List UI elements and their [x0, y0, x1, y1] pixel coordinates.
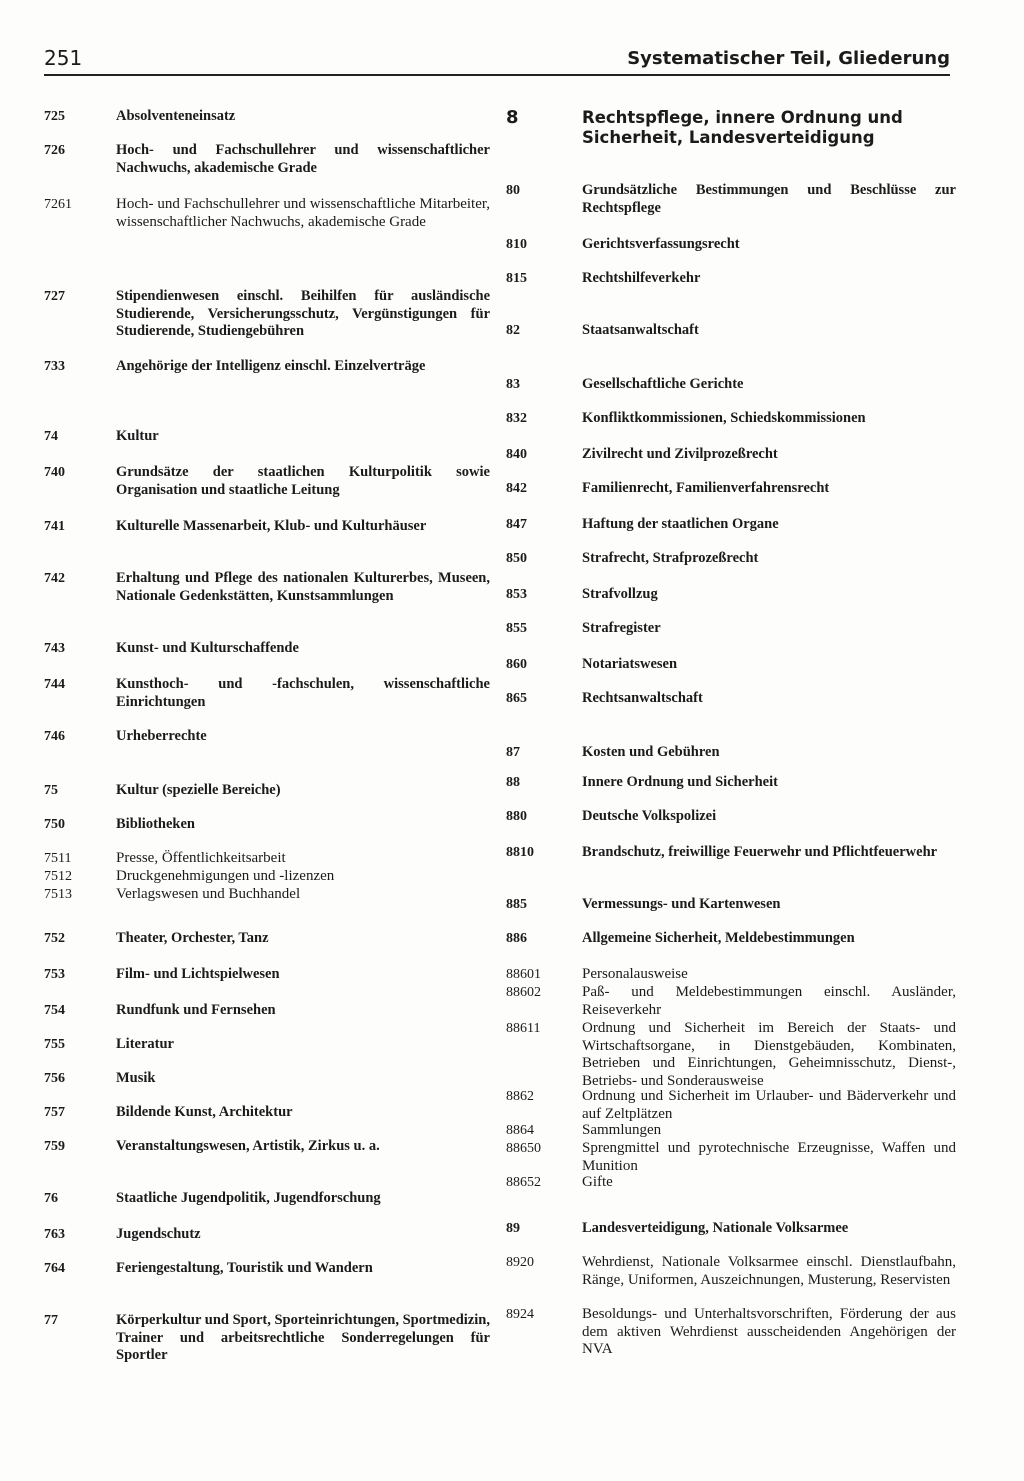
entry-code: 865: [506, 691, 527, 706]
entry-label: Veranstaltungswesen, Artistik, Zirkus u. a.: [116, 1138, 380, 1154]
entry-code: 815: [506, 271, 527, 286]
entry-code: 810: [506, 237, 527, 252]
entry-label: Staatliche Jugendpolitik, Jugendforschung: [116, 1190, 381, 1206]
entry-code: 746: [44, 729, 65, 744]
entry-label: Ordnung und Sicherheit im Urlauber- und Bäderverkehr und auf Zeltplätzen: [582, 1088, 956, 1122]
entry-label: Kultur (spezielle Bereiche): [116, 782, 281, 798]
entry-label: Grundsätzliche Bestimmungen und Beschlüsse zur Rechtspflege: [582, 182, 956, 216]
entry-code: 855: [506, 621, 527, 636]
entry-label: Konfliktkommissionen, Schiedskommissionen: [582, 410, 866, 426]
entry-code: 8: [506, 107, 519, 128]
entry-label: Notariatswesen: [582, 656, 678, 672]
entry-label: Musik: [116, 1070, 156, 1086]
page-title: Systematischer Teil, Gliederung: [627, 48, 950, 69]
entry-code: 75: [44, 783, 58, 798]
entry-code: 853: [506, 587, 527, 602]
entry-label: Hoch- und Fachschullehrer und wissenschaftliche Mitarbeiter, wissenschaftlicher Nachwuchs, akademische Grade: [116, 196, 490, 230]
entry-code: 750: [44, 817, 65, 832]
entry-label: Vermessungs- und Kartenwesen: [582, 896, 781, 912]
entry-code: 743: [44, 641, 65, 656]
entry-code: 753: [44, 967, 65, 982]
entry-code: 88601: [506, 967, 541, 982]
left-column: [44, 100, 490, 1460]
entry-code: 77: [44, 1313, 58, 1328]
entry-label: Stipendienwesen einschl. Beihilfen für ausländische Studierende, Versicherungsschutz, Vergünstigungen für Studierende, Studiengebühren: [116, 288, 490, 339]
page-header: [0, 0, 1024, 80]
entry-code: 733: [44, 359, 65, 374]
entry-label: Strafrecht, Strafprozeßrecht: [582, 550, 759, 566]
entry-label: Kultur: [116, 428, 159, 444]
page-number: 251: [44, 46, 83, 70]
entry-label: Ordnung und Sicherheit im Bereich der Staats- und Wirtschaftsorgane, in Dienstgebäuden, Kombinaten, Betrieben und Einrichtungen, Geheimnisschutz, Dienst-, Betriebs- und Sonderausweise: [582, 1020, 956, 1089]
entry-label: Körperkultur und Sport, Sporteinrichtungen, Sportmedizin, Trainer und arbeitsrechtliche Sonderregelungen für Sportler: [116, 1312, 490, 1363]
entry-label: Allgemeine Sicherheit, Meldebestimmungen: [582, 930, 855, 946]
entry-label: Haftung der staatlichen Organe: [582, 516, 779, 532]
entry-code: 850: [506, 551, 527, 566]
entry-label: Zivilrecht und Zivilprozeßrecht: [582, 446, 778, 462]
entry-code: 7512: [44, 869, 72, 884]
entry-code: 763: [44, 1227, 65, 1242]
entry-code: 8864: [506, 1123, 534, 1138]
entry-code: 8810: [506, 845, 534, 860]
entry-label: Rechtsanwaltschaft: [582, 690, 703, 706]
entry-label: Angehörige der Intelligenz einschl. Einzelverträge: [116, 358, 426, 374]
entry-label: Paß- und Meldebestimmungen einschl. Ausländer, Reiseverkehr: [582, 984, 956, 1018]
header-divider: [44, 74, 950, 76]
entry-code: 88602: [506, 985, 541, 1000]
entry-code: 727: [44, 289, 65, 304]
entry-code: 88652: [506, 1175, 541, 1190]
entry-code: 860: [506, 657, 527, 672]
entry-code: 87: [506, 745, 520, 760]
entry-code: 764: [44, 1261, 65, 1276]
entry-label: Bildende Kunst, Architektur: [116, 1104, 293, 1120]
entry-label: Landesverteidigung, Nationale Volksarmee: [582, 1220, 849, 1236]
entry-code: 886: [506, 931, 527, 946]
entry-label: Rechtshilfeverkehr: [582, 270, 701, 286]
entry-label: Rechtspflege, innere Ordnung und Sicherheit, Landesverteidigung: [582, 108, 903, 147]
entry-label: Kosten und Gebühren: [582, 744, 720, 760]
entry-label: Presse, Öffentlichkeitsarbeit: [116, 850, 286, 866]
entry-label: Sprengmittel und pyrotechnische Erzeugnisse, Waffen und Munition: [582, 1140, 956, 1174]
entry-label: Deutsche Volkspolizei: [582, 808, 717, 824]
entry-code: 757: [44, 1105, 65, 1120]
entry-code: 756: [44, 1071, 65, 1086]
entry-code: 76: [44, 1191, 58, 1206]
entry-code: 847: [506, 517, 527, 532]
entry-label: Sammlungen: [582, 1122, 662, 1138]
entry-code: 83: [506, 377, 520, 392]
entry-code: 752: [44, 931, 65, 946]
entry-label: Kulturelle Massenarbeit, Klub- und Kulturhäuser: [116, 518, 427, 534]
entry-label: Rundfunk und Fernsehen: [116, 1002, 276, 1018]
entry-code: 88611: [506, 1021, 541, 1036]
entry-code: 742: [44, 571, 65, 586]
entry-code: 89: [506, 1221, 520, 1236]
entry-code: 832: [506, 411, 527, 426]
entry-label: Theater, Orchester, Tanz: [116, 930, 269, 946]
entry-code: 759: [44, 1139, 65, 1154]
entry-code: 744: [44, 677, 65, 692]
entry-code: 740: [44, 465, 65, 480]
entry-code: 754: [44, 1003, 65, 1018]
entry-code: 880: [506, 809, 527, 824]
entry-code: 726: [44, 143, 65, 158]
entry-label: Gesellschaftliche Gerichte: [582, 376, 744, 392]
entry-label: Bibliotheken: [116, 816, 195, 832]
entry-code: 8924: [506, 1307, 534, 1322]
right-column: [506, 100, 956, 1460]
entry-code: 82: [506, 323, 520, 338]
entry-label: Personalausweise: [582, 966, 688, 982]
entry-code: 7261: [44, 197, 72, 212]
entry-label: Strafregister: [582, 620, 661, 636]
entry-label: Innere Ordnung und Sicherheit: [582, 774, 778, 790]
entry-code: 840: [506, 447, 527, 462]
entry-code: 7511: [44, 851, 72, 866]
entry-code: 842: [506, 481, 527, 496]
entry-label: Verlagswesen und Buchhandel: [116, 886, 301, 902]
entry-label: Grundsätze der staatlichen Kulturpolitik sowie Organisation und staatliche Leitung: [116, 464, 490, 498]
entry-label: Staatsanwaltschaft: [582, 322, 699, 338]
entry-label: Kunst- und Kulturschaffende: [116, 640, 299, 656]
entry-label: Urheberrechte: [116, 728, 207, 744]
entry-label: Besoldungs- und Unterhaltsvorschriften, Förderung der aus dem aktiven Wehrdienst ausscheidenden Angehörigen der NVA: [582, 1306, 956, 1357]
entry-code: 8920: [506, 1255, 534, 1270]
entry-code: 74: [44, 429, 58, 444]
entry-label: Literatur: [116, 1036, 174, 1052]
entry-code: 755: [44, 1037, 65, 1052]
entry-label: Druckgenehmigungen und -lizenzen: [116, 868, 335, 884]
entry-code: 725: [44, 109, 65, 124]
entry-label: Strafvollzug: [582, 586, 658, 602]
entry-label: Wehrdienst, Nationale Volksarmee einschl. Dienstlaufbahn, Ränge, Uniformen, Auszeichnungen, Musterung, Reservisten: [582, 1254, 956, 1288]
entry-label: Gerichtsverfassungsrecht: [582, 236, 740, 252]
entry-code: 88: [506, 775, 520, 790]
entry-label: Absolventeneinsatz: [116, 108, 236, 124]
entry-code: 80: [506, 183, 520, 198]
entry-code: 741: [44, 519, 65, 534]
entry-code: 885: [506, 897, 527, 912]
entry-code: 7513: [44, 887, 72, 902]
entry-label: Brandschutz, freiwillige Feuerwehr und Pflichtfeuerwehr: [582, 844, 938, 860]
entry-label: Familienrecht, Familienverfahrensrecht: [582, 480, 830, 496]
entry-label: Erhaltung und Pflege des nationalen Kulturerbes, Museen, Nationale Gedenkstätten, Kunstsammlungen: [116, 570, 490, 604]
entry-label: Kunsthoch- und -fachschulen, wissenschaftliche Einrichtungen: [116, 676, 490, 710]
entry-label: Film- und Lichtspielwesen: [116, 966, 280, 982]
entry-label: Jugendschutz: [116, 1226, 201, 1242]
entry-label: Hoch- und Fachschullehrer und wissenschaftlicher Nachwuchs, akademische Grade: [116, 142, 490, 176]
entry-code: 88650: [506, 1141, 541, 1156]
entry-code: 8862: [506, 1089, 534, 1104]
entry-label: Gifte: [582, 1174, 613, 1190]
entry-label: Feriengestaltung, Touristik und Wandern: [116, 1260, 373, 1276]
